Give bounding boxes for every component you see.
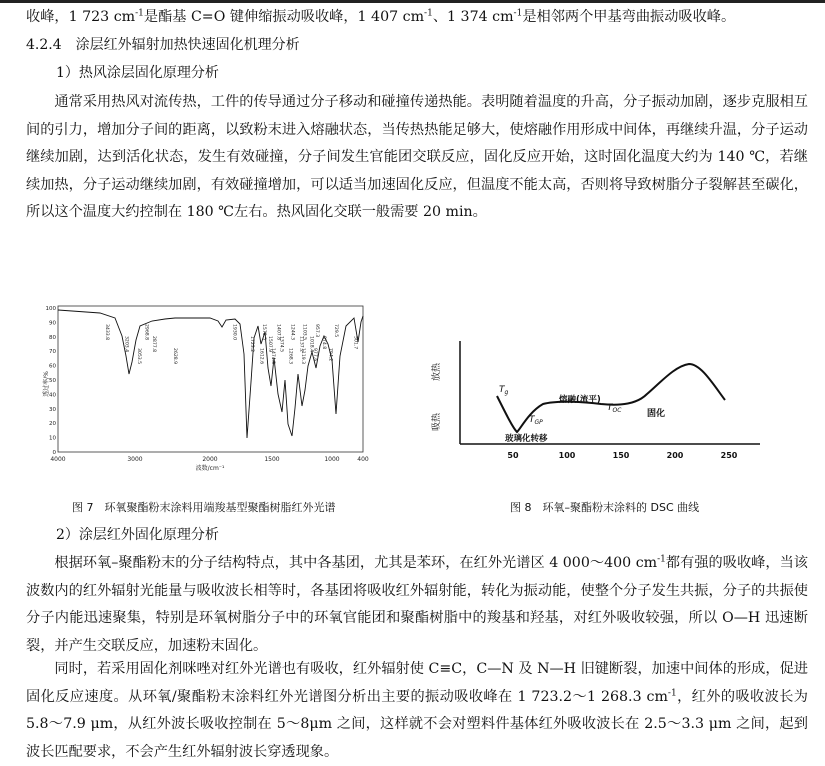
peak-label: 501.7 xyxy=(352,336,358,350)
peak-label: 729.5 xyxy=(333,324,339,338)
header-rule xyxy=(0,0,825,3)
endothermic-label: 吸热 xyxy=(432,412,442,432)
section-heading: 4.2.4 涂层红外辐射加热快速固化机理分析 xyxy=(26,37,300,53)
paragraph-continued xyxy=(26,4,808,32)
text-run: 是酯基 C=O 键伸缩振动吸收峰，1 407 cm xyxy=(143,9,425,25)
exothermic-label: 放热 xyxy=(432,362,442,382)
peak-label: 1407.8 xyxy=(275,324,281,341)
tgp-label: $T_{GP}$ xyxy=(529,415,543,426)
y-tick-label: 70 xyxy=(49,349,56,356)
paragraph-hot-air: 通常采用热风对流传热，工件的传导通过分子移动和碰撞传递热能。表明随着温度的升高，分子振动加剧，逐步克服相互间的引力，增加分子间的距离，以致粉末进入熔融状态，当传热热能足够大，使熔融作用形成中间体，再继续升温，分子运动继续加剧，达到活化状态，发生有效碰撞，分子间发生官能团交联反应，固化反应开始，这时固化温度大约为 140 ℃，若继续加热，分子运动继续加剧，有效碰撞增加，可以适当加速固化反应，但温度不能太高，否则将导致树脂分子裂解甚至碳化，所以这个温度大约控制在 180 ℃左右。热风固化交联一般需要 20 min。 xyxy=(26,94,808,221)
peak-label: 1374.5 xyxy=(278,336,284,353)
peak-label: 1930.0 xyxy=(231,324,237,341)
y-tick-label: 30 xyxy=(49,406,56,413)
ir-spectrum-figure xyxy=(40,296,380,476)
x-axis-label: 波数/cm⁻¹ xyxy=(195,465,225,472)
peak-label: 794.2 xyxy=(327,348,333,362)
cure-label: 固化 xyxy=(647,409,666,419)
peak-label: 1103.5 xyxy=(301,324,307,341)
dsc-curve-figure xyxy=(425,336,765,466)
superscript: -1 xyxy=(657,554,666,565)
y-tick-label: 10 xyxy=(49,435,56,442)
peak-label: 3203.4 xyxy=(123,336,129,353)
x-tick-labels xyxy=(50,456,369,463)
melt-label: 熔融(流平) xyxy=(559,395,601,405)
peak-label: 2968.8 xyxy=(143,324,149,341)
peak-label: 1018.4 xyxy=(308,336,314,353)
y-tick-label: 60 xyxy=(49,363,56,370)
peak-labels xyxy=(104,324,358,364)
text-run: 都有强的吸收峰，当该波数内的红外辐射光能量与吸收波长相等时，各基团将吸收红外辐射能，转化为振动能，使整个分子发生共振，分子的共振使分子内能迅速聚集，特别是环氧树脂分子中的环氧官能团和聚酯树脂中的羧基和羟基，对红外吸收较强，所以 O—H 迅速断裂，并产生交联反应，加速粉末固化。 xyxy=(26,555,808,654)
dsc-x-tick-label: 250 xyxy=(720,451,738,460)
dsc-x-tick-label: 50 xyxy=(507,451,519,460)
x-tick-label: 1000 xyxy=(324,456,340,463)
peak-label: 2628.9 xyxy=(172,348,178,365)
peak-label: 1723.2 xyxy=(248,336,254,353)
peak-label: 1612.6 xyxy=(258,348,264,365)
peak-label: 1268.3 xyxy=(287,348,293,365)
toc-label: $T_{OC}$ xyxy=(607,403,622,414)
y-tick-label: 40 xyxy=(49,392,56,399)
tg-label: $T_g$ xyxy=(499,385,509,396)
text-run: 同时，若采用固化剂咪唑对红外光谱也有吸收，红外辐射使 C≡C，C—N 及 N—H 旧键断裂，加速中间体的形成，促进固化反应速度。从环氧/聚酯粉末涂料红外光谱图分析出主要的振动吸收峰在 1 723.2～1 268.3 cm xyxy=(26,661,808,705)
superscript: -1 xyxy=(667,687,677,698)
x-tick-label: 4000 xyxy=(50,456,66,463)
text-run: ，红外的吸收波长为 5.8～7.9 μm，从红外波长吸收控制在 5～8μm 之间，这样就不会对塑料件基体红外吸收波长在 2.5～3.3 μm 之间，起到波长匹配要求，不会产生红外辐射波长穿透现象。 xyxy=(26,688,808,760)
peak-label: 1578.5 xyxy=(261,324,267,341)
peak-label: 1244.3 xyxy=(289,324,295,341)
peak-label: 957.3 xyxy=(313,324,319,338)
y-tick-label: 20 xyxy=(49,421,56,428)
peak-label: 1137.2 xyxy=(298,336,304,353)
peak-label: 1119.3 xyxy=(300,348,306,365)
peak-label: 2877.8 xyxy=(151,336,157,353)
x-tick-label: 3000 xyxy=(127,456,143,463)
x-tick-label: 2000 xyxy=(202,456,218,463)
glass-transition-label: 玻璃化转移 xyxy=(505,434,548,444)
text-run: 收峰，1 723 cm xyxy=(26,9,136,25)
y-tick-label: 80 xyxy=(49,334,56,341)
dsc-x-tick-label: 150 xyxy=(612,451,630,460)
dsc-x-tick-labels xyxy=(507,451,737,460)
peak-label: 874.8 xyxy=(320,336,326,350)
text-run: 是相邻两个甲基弯曲振动吸收峰。 xyxy=(522,9,736,25)
peak-label: 1507.9 xyxy=(267,336,273,353)
paragraph-curing-agent xyxy=(26,656,808,766)
peak-label: 3053.5 xyxy=(136,348,142,365)
paragraph-ir-principle xyxy=(26,550,808,660)
peak-label: 977.6 xyxy=(312,348,318,362)
text-run: 根据环氧–聚酯粉末的分子结构特点，其中各基团，尤其是苯环，在红外光谱区 4 000～400 cm xyxy=(54,555,658,571)
peak-label: 1474.5 xyxy=(269,348,275,365)
figure-7-caption: 图 7 环氧聚酯粉末涂料用端羧基型聚酯树脂红外光谱 xyxy=(72,501,336,514)
subsection-heading: 2）涂层红外固化原理分析 xyxy=(56,527,219,543)
superscript: -1 xyxy=(424,8,433,19)
dsc-x-tick-label: 100 xyxy=(558,451,576,460)
y-tick-label: 0 xyxy=(52,450,56,456)
text-run: 、1 374 cm xyxy=(432,9,514,25)
y-axis-label: 透过率/% xyxy=(43,371,50,397)
y-tick-label: 50 xyxy=(49,378,56,384)
dsc-x-tick-label: 200 xyxy=(666,451,684,460)
y-tick-label: 100 xyxy=(45,306,56,312)
peak-label: 3433.8 xyxy=(103,324,109,341)
x-tick-label: 400 xyxy=(357,456,369,463)
superscript: -1 xyxy=(135,8,144,19)
figure-8-caption: 图 8 环氧–聚酯粉末涂料的 DSC 曲线 xyxy=(510,501,700,514)
superscript: -1 xyxy=(513,8,523,19)
subsection-heading: 1）热风涂层固化原理分析 xyxy=(56,65,219,81)
y-tick-label: 90 xyxy=(49,320,56,327)
x-tick-label: 1500 xyxy=(264,456,280,463)
